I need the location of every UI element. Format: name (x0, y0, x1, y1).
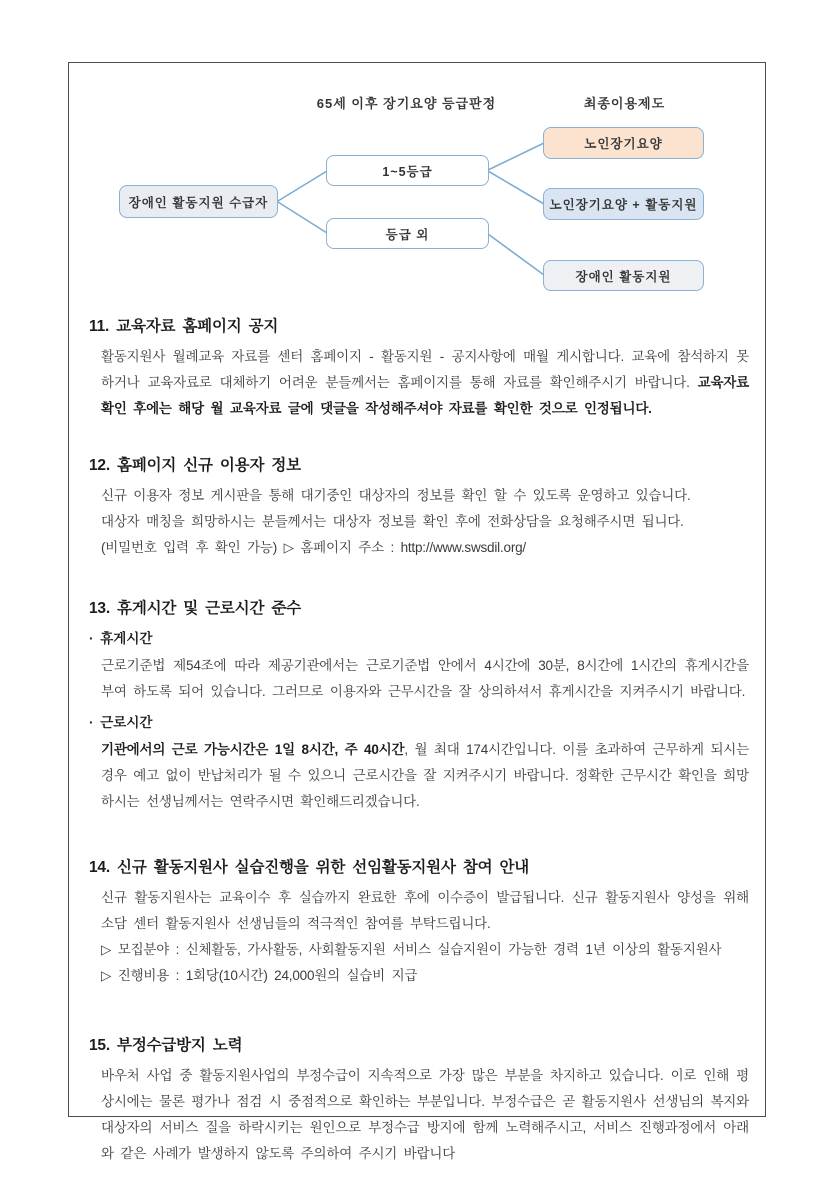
paragraph-bold-text: 교육자료 확인 후에는 해당 월 교육자료 글에 댓글을 작성해주셔야 자료를 확인한 것으로 인정됩니다. (101, 375, 749, 416)
page-border (68, 62, 766, 1161)
practicum-cost-item: ▷ 진행비용 : 1회당(10시간) 24,000원의 실습비 지급 (101, 968, 418, 983)
flow-node-elderly-long-term-care: 노인장기요양 (543, 127, 704, 159)
section-14-practicum-participation (89, 855, 751, 989)
section-paragraph: 신규 활동지원사는 교육이수 후 실습까지 완료한 후에 이수증이 발급됩니다. 신규 활동지원사 양성을 위해 소담 센터 활동지원사 선생님들의 적극적인 참여를 부탁드립니다. (101, 890, 749, 931)
diagram-column-header-final-system: 최종이용제도 (583, 96, 666, 111)
flow-node-disabled-activity-recipient: 장애인 활동지원 수급자 (119, 185, 278, 218)
eligibility-flow-diagram (69, 63, 767, 303)
paragraph-text: , 월 최대 174시간입니다. 이를 초과하여 근무하게 되시는 경우 예고 없이 반납처리가 될 수 있으니 근로시간을 잘 지켜주시기 바랍니다. 정확한 근무시간 확인을 희망하시는 선생님께서는 연락주시면 확인해드리겠습니다. (101, 742, 749, 809)
section-title: 14. 신규 활동지원사 실습진행을 위한 선임활동지원사 참여 안내 (89, 859, 530, 876)
section-15-fraud-prevention (89, 1033, 751, 1167)
bullet-break-time-label: · 휴게시간 (89, 631, 153, 646)
paragraph-text: 활동지원사 월례교육 자료를 센터 홈페이지 - 활동지원 - 공지사항에 매월 게시합니다. 교육에 참석하지 못하거나 교육자료로 대체하기 어려운 분들께서는 홈페이지를 통해 자료를 확인해주시기 바랍니다. (101, 349, 749, 390)
section-title: 11. 교육자료 홈페이지 공지 (89, 318, 279, 335)
section-12-new-user-info (89, 453, 751, 561)
bullet-break-time-text: 근로기준법 제54조에 따라 제공기관에서는 근로기준법 안에서 4시간에 30분, 8시간에 1시간의 휴게시간을 부여 하도록 되어 있습니다. 그러므로 이용자와 근무시간을 잘 상의하셔서 휴게시간을 지켜주시기 바랍니다. (101, 658, 749, 699)
paragraph-line-homepage-url: (비밀번호 입력 후 확인 가능) ▷ 홈페이지 주소 : http://www.swsdil.org/ (101, 540, 526, 555)
section-paragraph: 바우처 사업 중 활동지원사업의 부정수급이 지속적으로 가장 많은 부분을 차지하고 있습니다. 이로 인해 평상시에는 물론 평가나 점검 시 중점적으로 확인하는 부분입니다. 부정수급은 곧 활동지원사 선생님의 복지와 대상자의 서비스 질을 하락시키는 원인으로 부정수급 방지에 함께 노력해주시고, 서비스 진행과정에서 아래와 같은 사례가 발생하지 않도록 주의하여 주시기 바랍니다 (101, 1068, 749, 1161)
recruit-field-item: ▷ 모집분야 : 신체활동, 가사활동, 사회활동지원 서비스 실습지원이 가능한 경력 1년 이상의 활동지원사 (101, 942, 722, 957)
diagram-column-header-assessment: 65세 이후 장기요양 등급판정 (316, 96, 497, 111)
paragraph-line: 대상자 매칭을 희망하시는 분들께서는 대상자 정보를 확인 후에 전화상담을 요청해주시면 됩니다. (101, 514, 684, 529)
section-paragraph (101, 483, 749, 561)
bullet-work-time-label: · 근로시간 (89, 715, 153, 730)
section-title: 13. 휴게시간 및 근로시간 준수 (89, 600, 301, 617)
flow-node-elderly-care-plus-activity-support: 노인장기요양 + 활동지원 (543, 188, 704, 220)
section-paragraph (101, 344, 749, 422)
flow-node-disabled-activity-support: 장애인 활동지원 (543, 260, 704, 291)
document-body (89, 314, 751, 1167)
paragraph-line: 신규 이용자 정보 게시판을 통해 대기중인 대상자의 정보를 확인 할 수 있도록 운영하고 있습니다. (101, 488, 691, 503)
section-title: 12. 홈페이지 신규 이용자 정보 (89, 457, 301, 474)
paragraph-bold-text: 기관에서의 근로 가능시간은 1일 8시간, 주 40시간 (101, 742, 405, 757)
flow-node-grade-out: 등급 외 (326, 218, 489, 249)
section-11-education-materials-notice (89, 314, 751, 422)
section-13-break-and-work-hours (89, 596, 751, 815)
flow-node-grade-1-5: 1~5등급 (326, 155, 489, 186)
section-title: 15. 부정수급방지 노력 (89, 1037, 243, 1054)
bullet-work-time-text (101, 737, 749, 815)
